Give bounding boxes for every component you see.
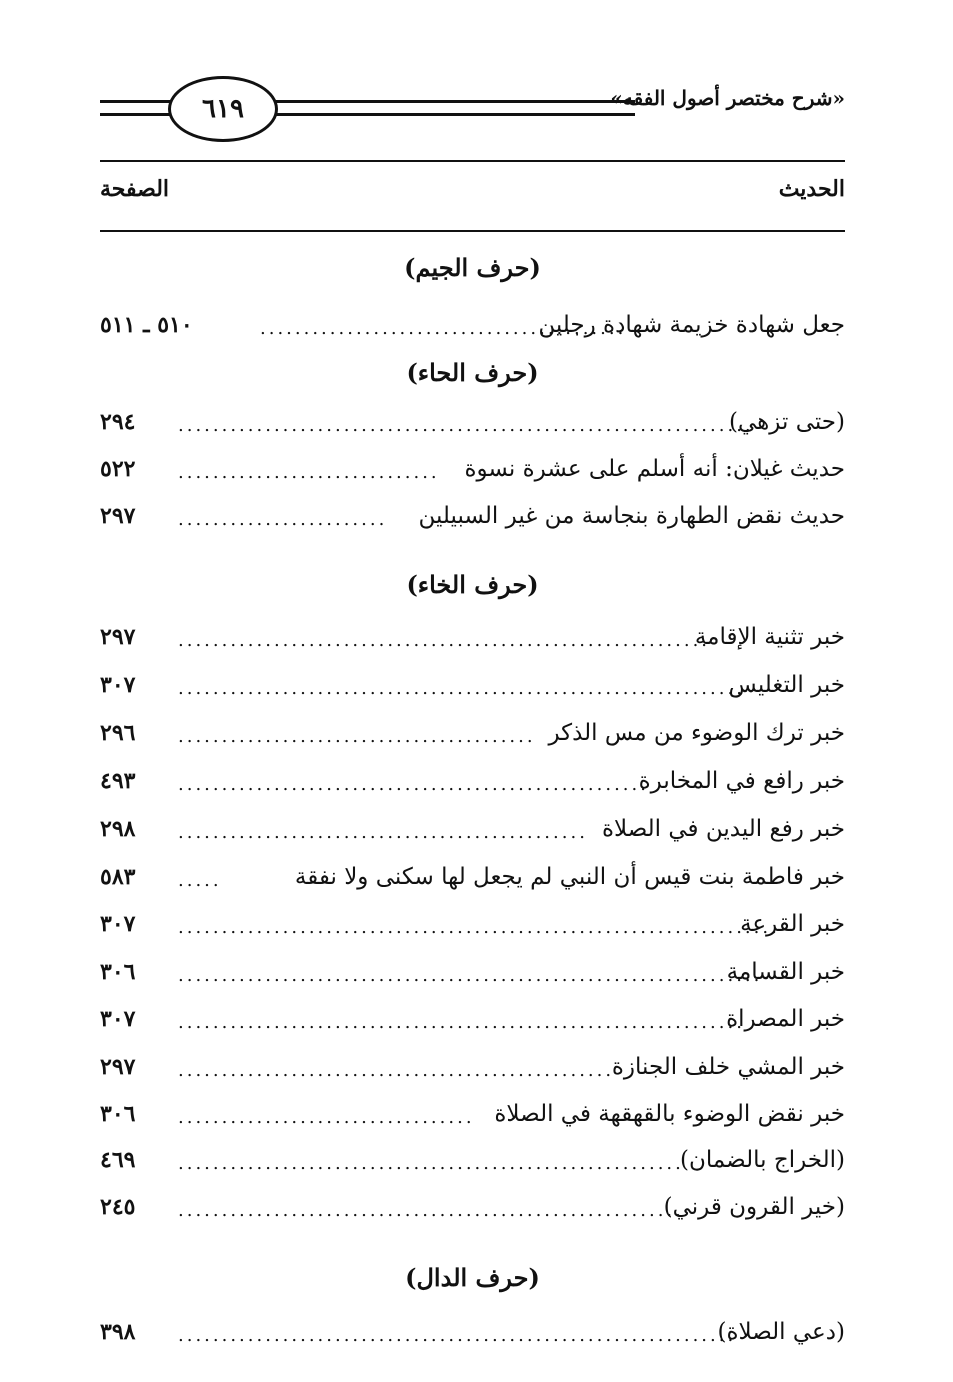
index-entry xyxy=(100,1002,845,1042)
leader-dots: ................................................................ xyxy=(178,1325,737,1346)
entry-page: ٤٦٩ xyxy=(100,1147,136,1173)
leader-dots: ..... xyxy=(178,870,222,891)
entry-text: خبر فاطمة بنت قيس أن النبي لم يجعل لها سكنى ولا نفقة xyxy=(294,864,845,890)
leader-dots: .......................................................... xyxy=(178,1200,684,1221)
index-entry xyxy=(100,1050,845,1090)
index-entry xyxy=(100,452,845,492)
index-entry xyxy=(100,860,845,900)
index-entry xyxy=(100,716,845,756)
entry-text: خبر التغليس xyxy=(728,672,845,698)
section-title: (حرف الدال) xyxy=(405,1263,540,1292)
entry-text: خبر المصراة xyxy=(726,1006,845,1032)
leader-dots: .......................................................... xyxy=(178,1153,684,1174)
entry-text: خبر رفع اليدين في الصلاة xyxy=(601,816,845,842)
entry-page: ٣٠٦ xyxy=(100,959,136,985)
entry-page: ٢٩٦ xyxy=(100,720,136,746)
page-number-oval xyxy=(168,76,278,142)
index-entry xyxy=(100,308,845,348)
index-entry xyxy=(100,1315,845,1355)
entry-text: خبر القرعة xyxy=(740,911,845,937)
index-entry xyxy=(100,405,845,445)
running-header xyxy=(100,70,845,140)
column-page-label: الصفحة xyxy=(100,176,170,202)
entry-text: حديث غيلان: أنه أسلم على عشرة نسوة xyxy=(464,456,845,482)
entry-page: ٣٠٧ xyxy=(100,1006,136,1032)
index-entry xyxy=(100,812,845,852)
entry-page: ٢٤٥ xyxy=(100,1194,136,1220)
entry-page: ٣٠٧ xyxy=(100,911,136,937)
entry-text: خبر تثنية الإقامة xyxy=(694,624,845,650)
index-entry xyxy=(100,668,845,708)
leader-dots: .................................................................. xyxy=(178,415,754,436)
entry-page: ٤٩٣ xyxy=(100,768,136,794)
section-title: (حرف الخاء) xyxy=(406,570,539,599)
leader-dots: ............................................... xyxy=(178,822,588,843)
entry-page: ٣٠٦ xyxy=(100,1101,136,1127)
index-entry xyxy=(100,1143,845,1183)
entry-page: ٣٩٨ xyxy=(100,1319,136,1345)
leader-dots: ........................ xyxy=(178,509,388,530)
header-rule-left xyxy=(100,100,172,116)
column-hadith-label: الحديث xyxy=(778,176,845,202)
index-entry xyxy=(100,499,845,539)
entry-page: ٣٠٧ xyxy=(100,672,136,698)
index-entry xyxy=(100,955,845,995)
entry-text: حديث نقض الطهارة بنجاسة من غير السبيلين xyxy=(418,503,845,529)
leader-dots: ................................................................... xyxy=(178,965,763,986)
index-entry xyxy=(100,620,845,660)
leader-dots: ...................................................... xyxy=(178,774,649,795)
section-title: (حرف الجيم) xyxy=(404,253,541,282)
entry-page: ٢٩٧ xyxy=(100,503,136,529)
leader-dots: .............................. xyxy=(178,462,440,483)
page-number: ٦١٩ xyxy=(202,94,244,124)
leader-dots: ................................................................. xyxy=(178,678,745,699)
entry-text: (الخراج بالضمان) xyxy=(680,1147,845,1173)
entry-page: ٢٩٤ xyxy=(100,409,136,435)
entry-text: جعل شهادة خزيمة شهادة رجلين xyxy=(538,312,845,338)
entry-page: ٢٩٨ xyxy=(100,816,136,842)
entry-text: (حتى تزهي) xyxy=(729,409,845,435)
column-header xyxy=(100,160,845,232)
entry-page: ٢٩٧ xyxy=(100,624,136,650)
leader-dots: ......................................... xyxy=(178,726,536,747)
entry-text: (خير القرون قرني) xyxy=(663,1194,845,1220)
leader-dots: ................................................................. xyxy=(178,1012,745,1033)
entry-text: خبر رافع في المخابرة xyxy=(638,768,845,794)
leader-dots: ..................................................................... xyxy=(178,917,780,938)
section-title: (حرف الحاء) xyxy=(406,358,539,387)
leader-dots: .......................................... xyxy=(260,318,627,339)
entry-text: خبر القسامة xyxy=(726,959,845,985)
entry-text: خبر نقض الوضوء بالقهقهة في الصلاة xyxy=(494,1101,845,1127)
header-rule-right xyxy=(268,100,635,116)
index-entry xyxy=(100,1190,845,1230)
leader-dots: .................................................. xyxy=(178,1060,615,1081)
index-entry xyxy=(100,764,845,804)
entry-page: ٥٢٢ xyxy=(100,456,136,482)
entry-text: (دعي الصلاة) xyxy=(717,1319,845,1345)
entry-page: ٢٩٧ xyxy=(100,1054,136,1080)
book-title: «شرح مختصر أصول الفقه» xyxy=(610,86,845,110)
entry-text: خبر ترك الوضوء من مس الذكر xyxy=(548,720,845,746)
leader-dots: ............................................................. xyxy=(178,630,711,651)
entry-page: ٥١٠ ـ ٥١١ xyxy=(100,312,193,338)
index-entry xyxy=(100,907,845,947)
leader-dots: .................................. xyxy=(178,1107,475,1128)
entry-text: خبر المشي خلف الجنازة xyxy=(611,1054,845,1080)
index-entry xyxy=(100,1097,845,1137)
entry-page: ٥٨٣ xyxy=(100,864,136,890)
